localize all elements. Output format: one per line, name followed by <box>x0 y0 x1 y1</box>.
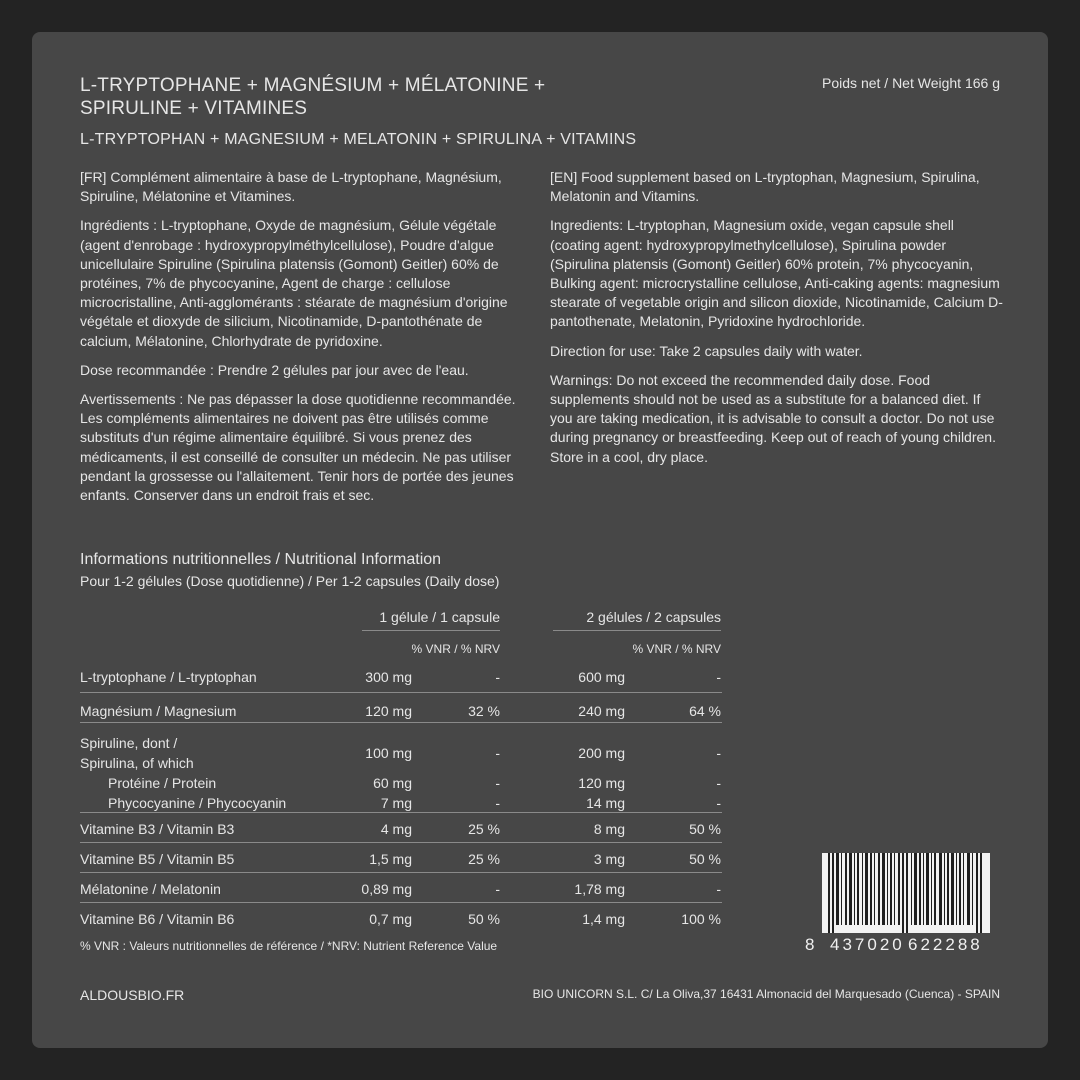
sub-value-two-capsules: 120 mg <box>578 775 625 791</box>
nrv-one-capsule: 50 % <box>468 911 500 927</box>
table-row <box>80 873 722 903</box>
sub-nutrient-label: Protéine / Protein <box>108 775 217 791</box>
french-description <box>80 168 535 515</box>
barcode-first-digit: 8 <box>805 935 815 954</box>
fr-ingredients: Ingrédients : L-tryptophane, Oxyde de magnésium, Gélule végétale (agent d'enrobage : hydroxypropylméthylcellulose), Poudre d'algue unicellulaire Spiruline (Spirulina platensis (Gomont) Geitler) 60% de protéines, 7% de phycocyanine, Agent de charge : cellulose microcristalline, Anti-agglomérants : stéarate de magnésium d'origine végétale et dioxyde de silicium, Nicotinamide, D-pantothénate de calcium, Mélatonine, Chlorhydrate de pyridoxine. <box>80 217 508 349</box>
nrv-one-capsule: 25 % <box>468 851 500 867</box>
sub-nrv-one-capsule: - <box>495 775 500 791</box>
value-two-capsules: 1,4 mg <box>582 911 625 927</box>
nrv-one-capsule: - <box>495 669 500 685</box>
en-ingredients: Ingredients: L-tryptophan, Magnesium oxide, vegan capsule shell (coating agent: hydroxypropylmethylcellulose), Spirulina powder (Spirulina platensis (Gomont) Geitler) 60% protein, 7% phycocyanin, Bulking agent: microcrystalline cellulose, Anti-caking agents: magnesium stearate of vegetable origin and silicon dioxide, Nicotinamide, Calcium D-pantothenate, Melatonin, Pyridoxine hydrochloride. <box>550 217 1003 330</box>
fr-intro: [FR] Complément alimentaire à base de L-tryptophane, Magnésium, Spiruline, Mélatonine et Vitamines. <box>80 169 502 205</box>
sub-value-one-capsule: 60 mg <box>373 775 412 791</box>
value-two-capsules: 1,78 mg <box>574 881 625 897</box>
nrv-header-one: % VNR / % NRV <box>411 642 500 656</box>
value-one-capsule: 0,89 mg <box>361 881 412 897</box>
product-title-fr: L-TRYPTOPHANE + MAGNÉSIUM + MÉLATONINE + SPIRULINE + VITAMINES <box>80 75 546 119</box>
fr-dose: Dose recommandée : Prendre 2 gélules par jour avec de l'eau. <box>80 361 469 378</box>
company-address: BIO UNICORN S.L. C/ La Oliva,37 16431 Almonacid del Marquesado (Cuenca) - SPAIN <box>532 987 1000 1001</box>
nrv-two-capsules: - <box>716 745 721 761</box>
nutrient-label-en: Spirulina, of which <box>80 755 194 771</box>
value-two-capsules: 240 mg <box>578 703 625 719</box>
nutrition-table-header <box>80 605 722 669</box>
nutrition-table <box>80 605 722 932</box>
table-row <box>80 669 722 693</box>
table-row <box>80 813 722 843</box>
sub-nrv-one-capsule: - <box>495 795 500 811</box>
nrv-two-capsules: 50 % <box>689 851 721 867</box>
barcode-graphic <box>822 853 990 933</box>
nrv-one-capsule: - <box>495 881 500 897</box>
fr-warnings: Avertissements : Ne pas dépasser la dose quotidienne recommandée. Les compléments alimentaires ne doivent pas être utilisés comme substituts d'un régime alimentaire équilibré. Si vous prenez des médicaments, il est conseillé de consulter un médecin. Ne pas utiliser pendant la grossesse ou l'allaitement. Tenir hors de portée des jeunes enfants. Conserver dans un endroit frais et sec. <box>80 391 516 504</box>
column-header-two-capsules: 2 gélules / 2 capsules <box>553 609 721 631</box>
english-description <box>550 168 1005 477</box>
barcode <box>805 853 990 957</box>
value-two-capsules: 200 mg <box>578 745 625 761</box>
barcode-right-digits: 622288 <box>908 935 983 954</box>
nrv-two-capsules: 100 % <box>681 911 721 927</box>
value-two-capsules: 8 mg <box>593 821 625 837</box>
table-row <box>80 903 722 932</box>
value-one-capsule: 100 mg <box>365 745 412 761</box>
product-title-en: L-TRYPTOPHAN + MAGNESIUM + MELATONIN + SPIRULINA + VITAMINS <box>80 131 637 148</box>
nutrition-title: Informations nutritionnelles / Nutritional Information <box>80 551 442 568</box>
value-one-capsule: 4 mg <box>380 821 412 837</box>
value-one-capsule: 120 mg <box>365 703 412 719</box>
website-link[interactable]: ALDOUSBIO.FR <box>80 987 185 1003</box>
en-warnings: Warnings: Do not exceed the recommended daily dose. Food supplements should not be used as a substitute for a balanced diet. If you are taking medication, it is advisable to consult a doctor. Do not use during pregnancy or breastfeeding. Keep out of reach of young children. Store in a cool, dry place. <box>550 371 996 465</box>
nutrient-label: Mélatonine / Melatonin <box>80 881 221 897</box>
value-one-capsule: 1,5 mg <box>369 851 412 867</box>
nrv-one-capsule: 25 % <box>468 821 500 837</box>
sub-nrv-two-capsules: - <box>716 775 721 791</box>
value-two-capsules: 600 mg <box>578 669 625 685</box>
nrv-one-capsule: 32 % <box>468 703 500 719</box>
nutrient-label: L-tryptophane / L-tryptophan <box>80 669 257 685</box>
sub-nutrient-label: Phycocyanine / Phycocyanin <box>108 795 287 811</box>
nrv-footnote: % VNR : Valeurs nutritionnelles de référence / *NRV: Nutrient Reference Value <box>80 939 498 953</box>
nutrient-label: Vitamine B5 / Vitamin B5 <box>80 851 235 867</box>
nutrient-label: Spiruline, dont / <box>80 735 178 751</box>
nrv-two-capsules: - <box>716 669 721 685</box>
sub-value-two-capsules: 14 mg <box>586 795 625 811</box>
nrv-one-capsule: - <box>495 745 500 761</box>
value-two-capsules: 3 mg <box>593 851 625 867</box>
sub-value-one-capsule: 7 mg <box>380 795 412 811</box>
nrv-two-capsules: - <box>716 881 721 897</box>
en-direction: Direction for use: Take 2 capsules daily with water. <box>550 342 863 359</box>
nutrient-label: Magnésium / Magnesium <box>80 703 237 719</box>
table-row <box>80 843 722 873</box>
nutrition-subtitle: Pour 1-2 gélules (Dose quotidienne) / Per 1-2 capsules (Daily dose) <box>80 573 500 589</box>
table-row <box>80 693 722 723</box>
nrv-header-two: % VNR / % NRV <box>632 642 721 656</box>
en-intro: [EN] Food supplement based on L-tryptophan, Magnesium, Spirulina, Melatonin and Vitamins. <box>550 169 980 205</box>
table-row-spirulina <box>80 723 722 813</box>
column-header-one-capsule: 1 gélule / 1 capsule <box>362 609 500 631</box>
value-one-capsule: 300 mg <box>365 669 412 685</box>
nutrient-label: Vitamine B6 / Vitamin B6 <box>80 911 235 927</box>
sub-nrv-two-capsules: - <box>716 795 721 811</box>
net-weight: Poids net / Net Weight 166 g <box>822 75 1000 91</box>
nrv-two-capsules: 64 % <box>689 703 721 719</box>
barcode-left-digits: 437020 <box>830 935 905 954</box>
value-one-capsule: 0,7 mg <box>369 911 412 927</box>
nutrient-label: Vitamine B3 / Vitamin B3 <box>80 821 235 837</box>
nrv-two-capsules: 50 % <box>689 821 721 837</box>
barcode-bars <box>822 853 990 933</box>
